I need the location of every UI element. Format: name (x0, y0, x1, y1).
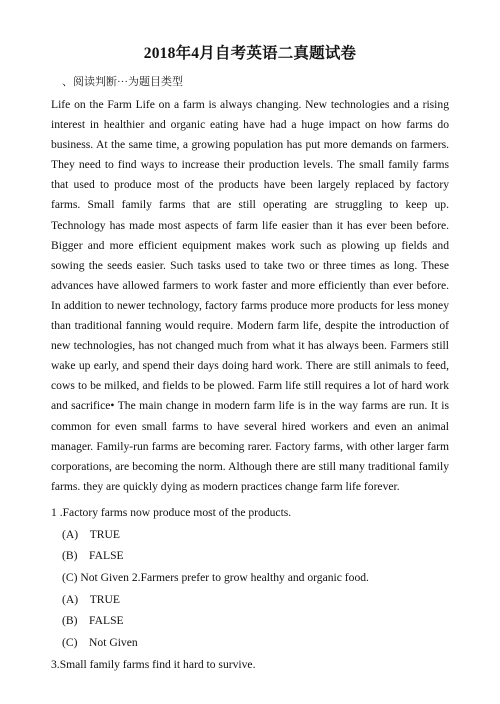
document-title: 2018年4月自考英语二真题试卷 (143, 45, 357, 62)
question-1-option-a: (A) TRUE (62, 528, 120, 541)
question-1-stem: 1 .Factory farms now produce most of the products. (51, 506, 292, 519)
question-1-option-c-and-question-2-stem: (C) Not Given 2.Farmers prefer to grow healthy and organic food. (62, 571, 369, 584)
question-2-option-b: (B) FALSE (62, 614, 124, 627)
question-1-option-b: (B) FALSE (62, 549, 124, 562)
question-3-stem: 3.Small family farms find it hard to survive. (51, 658, 256, 671)
reading-passage: Life on the Farm Life on a farm is always changing. New technologies and a rising interest in healthier and organic eating have had a huge impact on how farms do business. At the same time, a growing population has put more demands on farmers. They need to find ways to increase their production levels. The small family farms that used to produce most of the products have been largely replaced by factory farms. Small family farms that are still operating are struggling to keep up. Technology has made most aspects of farm life easier than it has ever been before. Bigger and more efficient equipment makes work such as plowing up fields and sowing the seeds easier. Such tasks used to take two or three times as long. These advances have allowed farmers to work faster and more efficiently than ever before. In addition to newer technology, factory farms produce more products for less money than traditional fanning would require. Modern farm life, despite the introduction of new technologies, has not changed much from what it has always been. Farmers still wake up early, and spend their days doing hard work. There are still animals to feed, cows to be milked, and fields to be plowed. Farm life still requires a lot of hard work and sacrifice• The main change in modern farm life is in the way farms are run. It is common for even small farms to have several hired workers and even an animal manager. Family-run farms are becoming rarer. Factory farms, with other larger farm corporations, are becoming the norm. Although there are still many traditional family farms. they are quickly dying as modern practices change farm life forever. (51, 98, 449, 493)
section-heading: 、阅读判断···为题目类型 (62, 76, 183, 88)
question-2-option-c: (C) Not Given (62, 636, 138, 649)
question-2-option-a: (A) TRUE (62, 593, 120, 606)
